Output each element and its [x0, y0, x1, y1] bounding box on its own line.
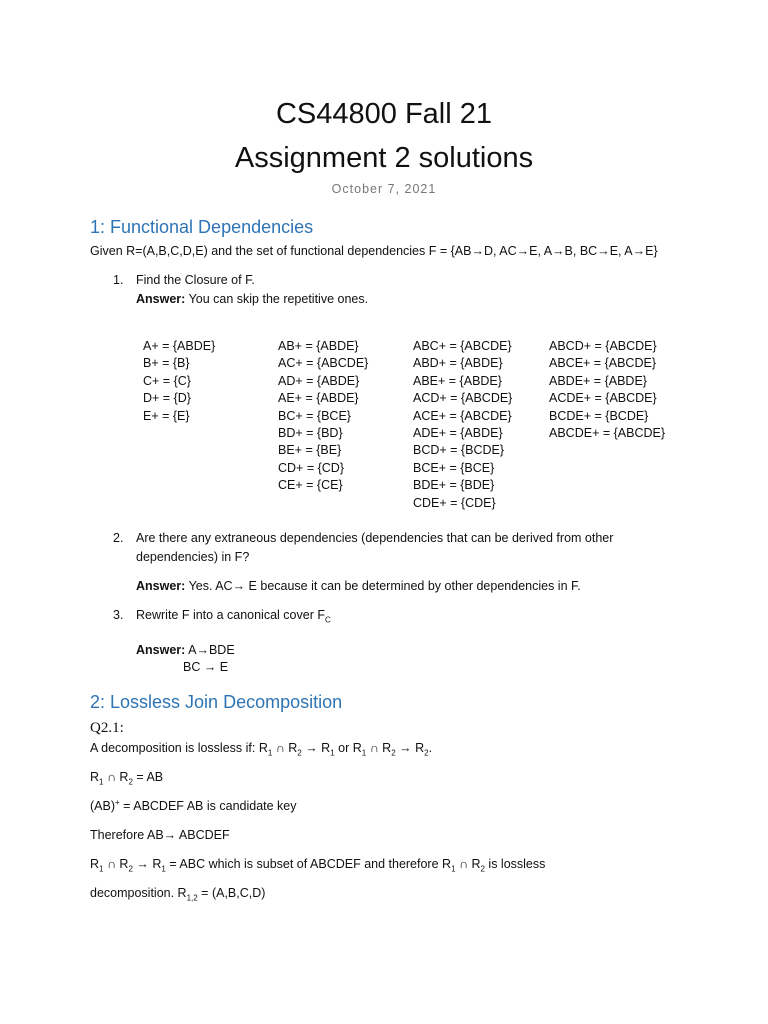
closure-entry: BCE+ = {BCE}	[413, 460, 495, 475]
answer-text: A→BDE	[185, 643, 235, 657]
q3-question-subscript: C	[324, 615, 331, 625]
closure-entry: BDE+ = {BDE}	[413, 478, 495, 493]
closure-entry: BE+ = {BE}	[278, 443, 342, 458]
q2-1-label: Q2.1:	[90, 720, 124, 736]
closure-entry: ACE+ = {ABCDE}	[413, 408, 512, 423]
intersection-line: $R_1$ ∩ $R_2$ = AB	[90, 770, 164, 787]
closure-entry: CE+ = {CE}	[278, 478, 343, 493]
q3-answer-line2: BC → E	[183, 660, 229, 674]
section-heading-lossless-join: 2: Lossless Join Decomposition	[90, 692, 343, 712]
closure-column-2	[278, 338, 368, 495]
therefore-line: Therefore AB→ ABCDEF	[90, 828, 230, 842]
subset-line: $R_1$ ∩ $R_2 \to R_1$ = ABC which is subset of ABCDEF and therefore $R_1$ ∩ $R_2$ is lossless	[90, 857, 546, 874]
q3-answer-line1	[136, 643, 235, 657]
page-subtitle: Assignment 2 solutions	[234, 142, 534, 174]
closure-entry: A+ = {ABDE}	[143, 339, 216, 353]
section1-intro: Given R=(A,B,C,D,E) and the set of functional dependencies F = {AB→D, AC→E, A→B, BC→E, A→E}	[90, 244, 658, 258]
decomposition-line: decomposition. $R_{1,2} = (A,B,C,D)$	[90, 886, 266, 903]
q1-number: 1.	[113, 273, 124, 287]
closure-entry: B+ = {B}	[143, 356, 190, 371]
q3-number: 3.	[113, 608, 124, 622]
closure-column-3	[413, 338, 512, 512]
q2-question-line2: dependencies) in F?	[136, 550, 250, 564]
closure-ab-line: (AB)+ = ABCDEF AB is candidate key	[90, 797, 297, 813]
q2-number: 2.	[113, 531, 124, 545]
closure-column-4	[549, 338, 665, 442]
closure-entry: CDE+ = {CDE}	[413, 495, 496, 510]
closure-entry: ABC+ = {ABCDE}	[413, 339, 512, 353]
closure-entry: ABDE+ = {ABDE}	[549, 373, 647, 388]
closure-entry: BCDE+ = {BCDE}	[549, 408, 649, 423]
closure-entry: BC+ = {BCE}	[278, 408, 351, 423]
closure-entry: ABCE+ = {ABCDE}	[549, 356, 657, 371]
section-heading-functional-dependencies: 1: Functional Dependencies	[90, 217, 314, 237]
closure-entry: ACD+ = {ABCDE}	[413, 391, 513, 406]
q3-question	[136, 608, 331, 625]
answer-text: Yes. AC→ E because it can be determined by other dependencies in F.	[185, 579, 581, 593]
closure-entry: AE+ = {ABDE}	[278, 391, 359, 406]
lossless-definition: A decomposition is lossless if: $R_1$ ∩ $R_2 \to R_1$ or $R_1$ ∩ $R_2 \to R_2$.	[90, 741, 433, 758]
closure-entry: ABCDE+ = {ABCDE}	[549, 425, 666, 440]
closure-entry: CD+ = {CD}	[278, 460, 345, 475]
answer-label: Answer:	[136, 643, 186, 657]
answer-text: You can skip the repetitive ones.	[185, 292, 369, 306]
q3-question-text: Rewrite F into a canonical cover F	[136, 608, 325, 622]
closure-entry: ADE+ = {ABDE}	[413, 425, 503, 440]
closure-column-1	[143, 338, 215, 425]
closure-entry: ABD+ = {ABDE}	[413, 356, 503, 371]
closure-entry: AC+ = {ABCDE}	[278, 356, 369, 371]
closure-entry: E+ = {E}	[143, 408, 190, 423]
closure-entry: ABCD+ = {ABCDE}	[549, 339, 657, 353]
answer-label: Answer:	[136, 292, 186, 306]
answer-label: Answer:	[136, 579, 186, 593]
q1-question: Find the Closure of F.	[136, 273, 255, 287]
page-title: CS44800 Fall 21	[275, 98, 493, 130]
closure-entry: AD+ = {ABDE}	[278, 373, 360, 388]
closure-entry: ABE+ = {ABDE}	[413, 373, 502, 388]
closure-entry: BD+ = {BD}	[278, 425, 343, 440]
closure-entry: C+ = {C}	[143, 373, 191, 388]
closure-entry: BCD+ = {BCDE}	[413, 443, 505, 458]
closure-entry: AB+ = {ABDE}	[278, 339, 359, 353]
closure-entry: D+ = {D}	[143, 391, 191, 406]
q2-question-line1: Are there any extraneous dependencies (dependencies that can be derived from other	[136, 531, 614, 545]
q1-answer	[136, 292, 368, 306]
document-date: October 7, 2021	[331, 182, 437, 196]
q2-answer	[136, 579, 581, 593]
closure-entry: ACDE+ = {ABCDE}	[549, 391, 657, 406]
